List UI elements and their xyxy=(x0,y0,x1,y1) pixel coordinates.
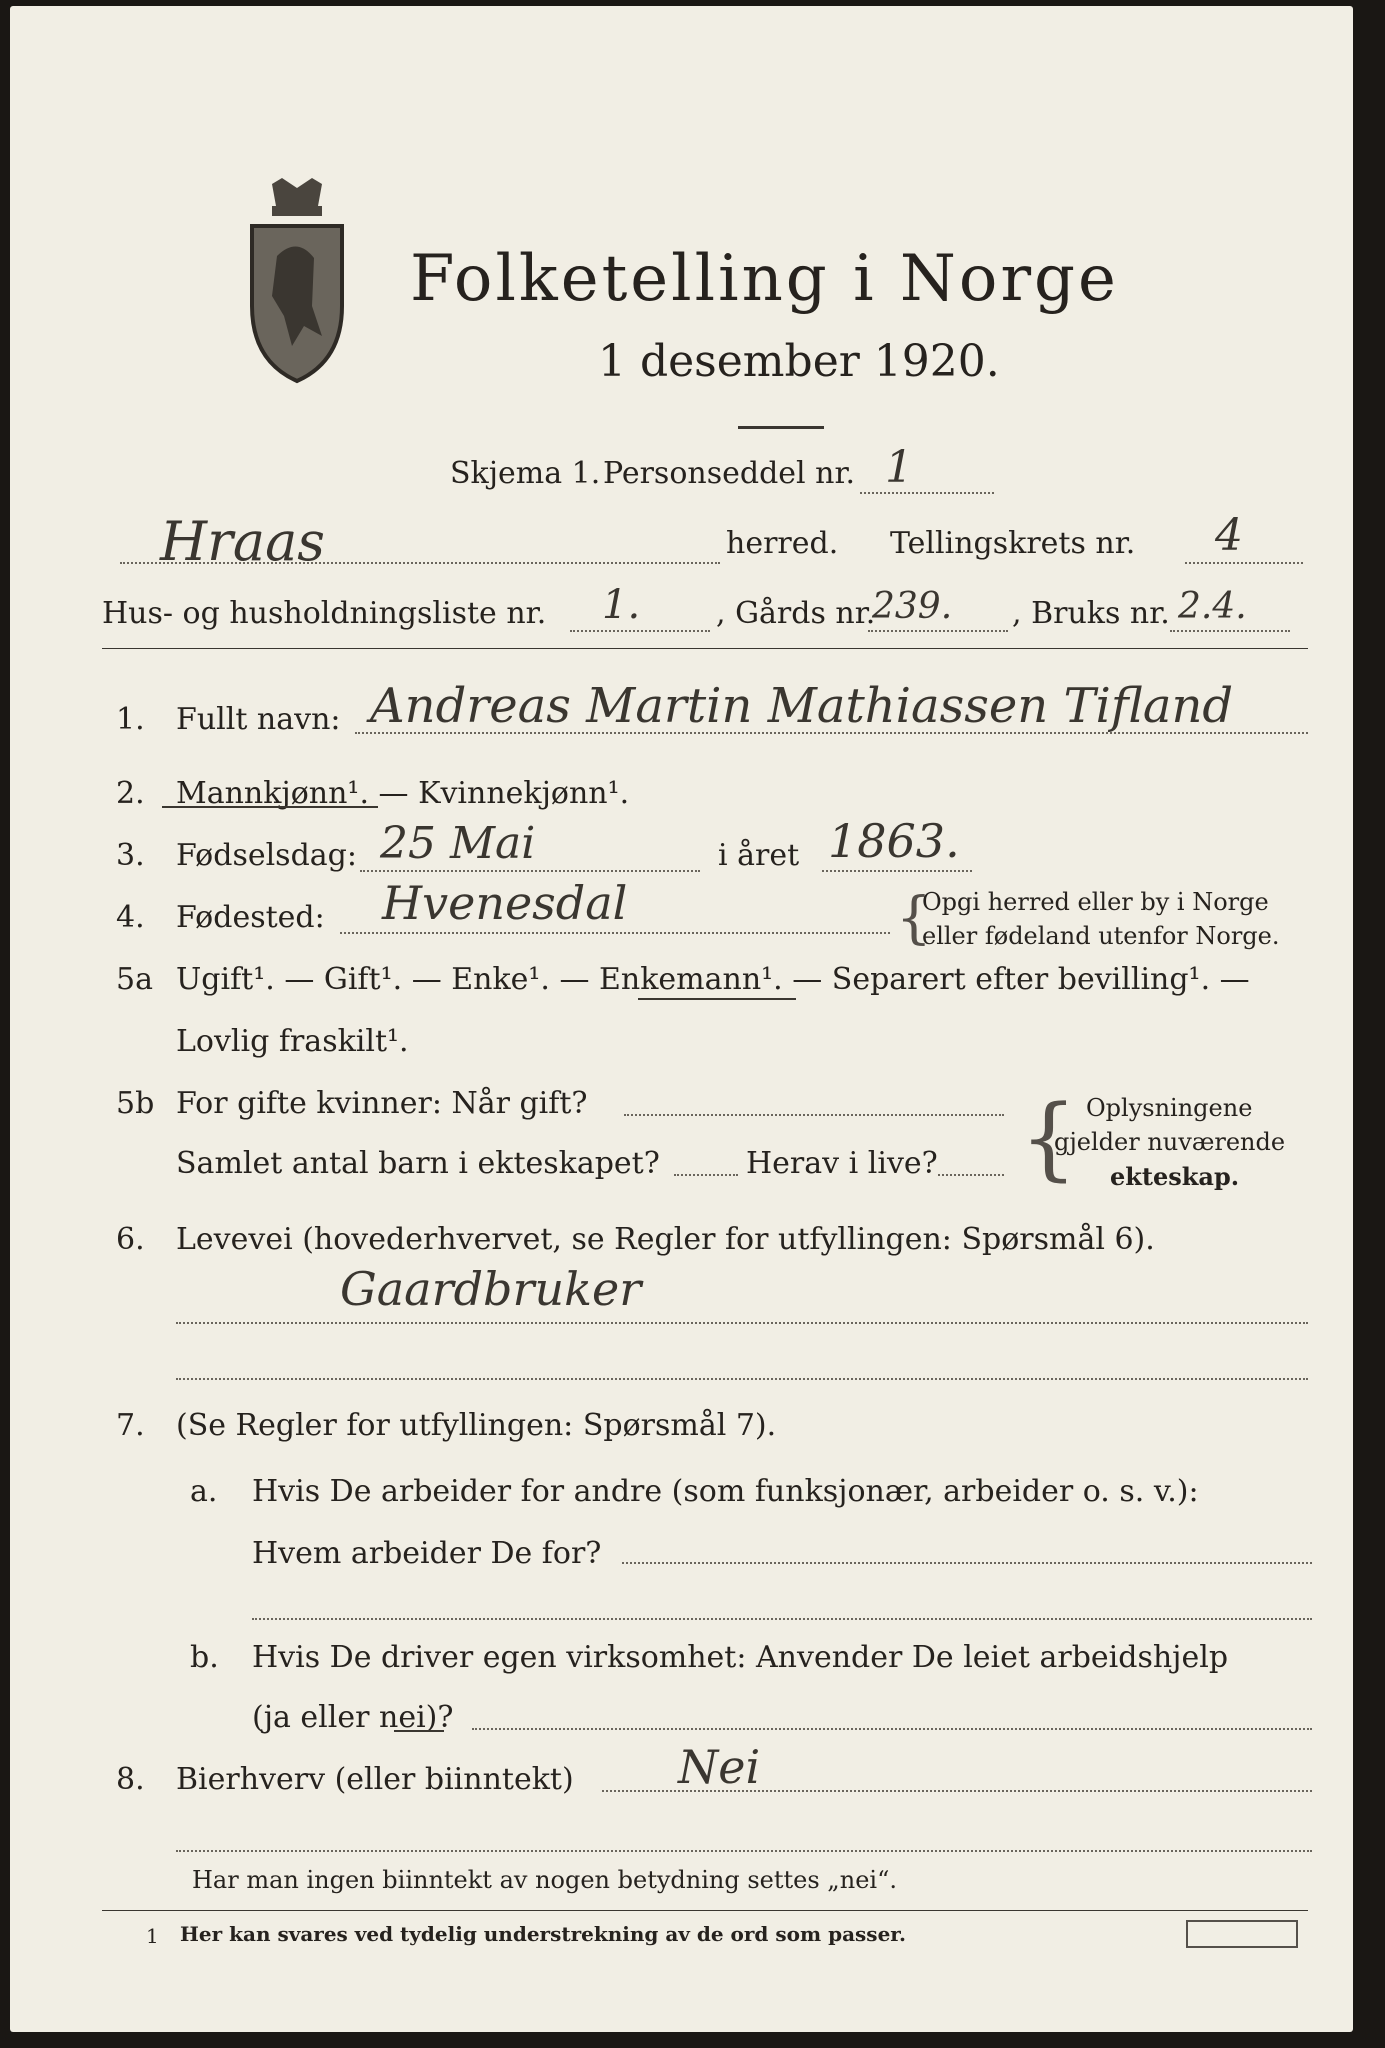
q4-number: 4. xyxy=(116,900,145,935)
q7b-line xyxy=(472,1728,1312,1730)
q1-line xyxy=(355,732,1308,734)
gards-value: 239. xyxy=(872,586,953,627)
q7b-label: Hvis De driver egen virksomhet: Anvender De leiet arbeidshjelp xyxy=(252,1640,1229,1675)
q3-day-line xyxy=(360,870,700,872)
herred-value: Hraas xyxy=(160,510,326,573)
footnote-marker: 1 xyxy=(146,1924,159,1948)
q7a-line-1 xyxy=(622,1562,1312,1564)
q8-label: Bierhverv (eller biinntekt) xyxy=(176,1762,574,1797)
personseddel-label: Personseddel nr. xyxy=(603,456,856,491)
bruks-value: 2.4. xyxy=(1178,586,1247,627)
q6-line-2 xyxy=(176,1378,1308,1380)
q3-year-line xyxy=(822,870,972,872)
q6-number: 6. xyxy=(116,1222,145,1257)
q5a-label-2: Lovlig fraskilt¹. xyxy=(176,1024,409,1059)
q2-number: 2. xyxy=(116,776,145,811)
husholdningsliste-value: 1. xyxy=(602,582,641,628)
q2-label: Mannkjønn¹. — Kvinnekjønn¹. xyxy=(176,776,630,811)
footer-note: Har man ingen biinntekt av nogen betydning settes „nei“. xyxy=(192,1866,897,1894)
q2-underline xyxy=(162,806,378,808)
form-title: Folketelling i Norge xyxy=(410,242,1119,316)
q7-number: 7. xyxy=(116,1408,145,1443)
q4-note-2: eller fødeland utenfor Norge. xyxy=(922,922,1280,950)
footnote-text: Her kan svares ved tydelig understrekning av de ord som passer. xyxy=(180,1922,906,1946)
q7b-underline xyxy=(394,1730,444,1732)
q7a-label: Hvis De arbeider for andre (som funksjonær, arbeider o. s. v.): xyxy=(252,1474,1199,1509)
q6-label: Levevei (hovederhvervet, se Regler for utfyllingen: Spørsmål 6). xyxy=(176,1222,1155,1257)
q5b-brace: { xyxy=(1020,1086,1078,1191)
gards-label: , Gårds nr. xyxy=(716,596,876,631)
q7a-line-2 xyxy=(252,1618,1312,1620)
q7a-letter: a. xyxy=(190,1474,218,1509)
q4-note-1: Opgi herred eller by i Norge xyxy=(922,888,1269,916)
q8-value: Nei xyxy=(678,1740,761,1794)
herred-line xyxy=(120,562,720,564)
hus-line xyxy=(570,630,710,632)
q8-number: 8. xyxy=(116,1762,145,1797)
personseddel-value: 1 xyxy=(885,442,913,493)
q3-number: 3. xyxy=(116,838,145,873)
q6-line-1 xyxy=(176,1322,1308,1324)
q5b-line-1 xyxy=(624,1114,1004,1116)
q7a-question: Hvem arbeider De for? xyxy=(252,1536,602,1571)
q7b-letter: b. xyxy=(190,1640,219,1675)
q5b-alive-label: Herav i live? xyxy=(746,1146,938,1181)
q4-brace: { xyxy=(896,886,932,951)
q5b-number: 5b xyxy=(116,1086,155,1121)
tellingskrets-label: Tellingskrets nr. xyxy=(890,526,1136,561)
q3-label: Fødselsdag: xyxy=(176,838,357,873)
q5b-note-3: ekteskap. xyxy=(1110,1162,1240,1191)
q8-line-2 xyxy=(176,1850,1312,1852)
q5b-note-2: gjelder nuværende xyxy=(1054,1128,1286,1156)
gards-line xyxy=(868,630,1008,632)
q6-value: Gaardbruker xyxy=(340,1262,642,1316)
tellingskrets-line xyxy=(1185,562,1303,564)
q4-label: Fødested: xyxy=(176,900,325,935)
q1-label: Fullt navn: xyxy=(176,702,341,737)
husholdningsliste-label: Hus- og husholdningsliste nr. xyxy=(102,596,547,631)
q5b-note-1: Oplysningene xyxy=(1086,1094,1253,1122)
footer-divider xyxy=(102,1910,1308,1911)
q1-number: 1. xyxy=(116,702,145,737)
tellingskrets-value: 4 xyxy=(1215,510,1243,561)
q5b-line-2 xyxy=(674,1174,738,1176)
header-divider xyxy=(102,648,1308,649)
q5b-children-label: Samlet antal barn i ekteskapet? xyxy=(176,1146,660,1181)
coat-of-arms-icon xyxy=(242,176,352,386)
q3-day-value: 25 Mai xyxy=(380,818,536,869)
q5b-label: For gifte kvinner: Når gift? xyxy=(176,1086,588,1121)
q5b-line-3 xyxy=(938,1174,1004,1176)
q4-line xyxy=(340,932,890,934)
q3-year-label: i året xyxy=(718,838,800,873)
bruks-label: , Bruks nr. xyxy=(1012,596,1170,631)
personseddel-line xyxy=(860,492,994,494)
q5a-underline xyxy=(638,998,796,1000)
bruks-line xyxy=(1170,630,1290,632)
herred-label: herred. xyxy=(726,526,839,561)
q7-label: (Se Regler for utfyllingen: Spørsmål 7). xyxy=(176,1408,777,1443)
form-date: 1 desember 1920. xyxy=(598,336,1000,387)
title-divider xyxy=(738,426,824,429)
q3-year-value: 1863. xyxy=(828,814,960,868)
q7b-question: (ja eller nei)? xyxy=(252,1700,454,1735)
census-form xyxy=(10,6,1353,2032)
q5a-number: 5a xyxy=(116,962,153,997)
q8-line-1 xyxy=(602,1790,1312,1792)
schema-label: Skjema 1. xyxy=(450,456,601,491)
q5a-label: Ugift¹. — Gift¹. — Enke¹. — Enkemann¹. — Separert efter bevilling¹. — xyxy=(176,962,1250,997)
printer-stamp xyxy=(1186,1920,1298,1948)
q4-value: Hvenesdal xyxy=(382,876,628,930)
q1-value: Andreas Martin Mathiassen Tifland xyxy=(370,678,1234,734)
